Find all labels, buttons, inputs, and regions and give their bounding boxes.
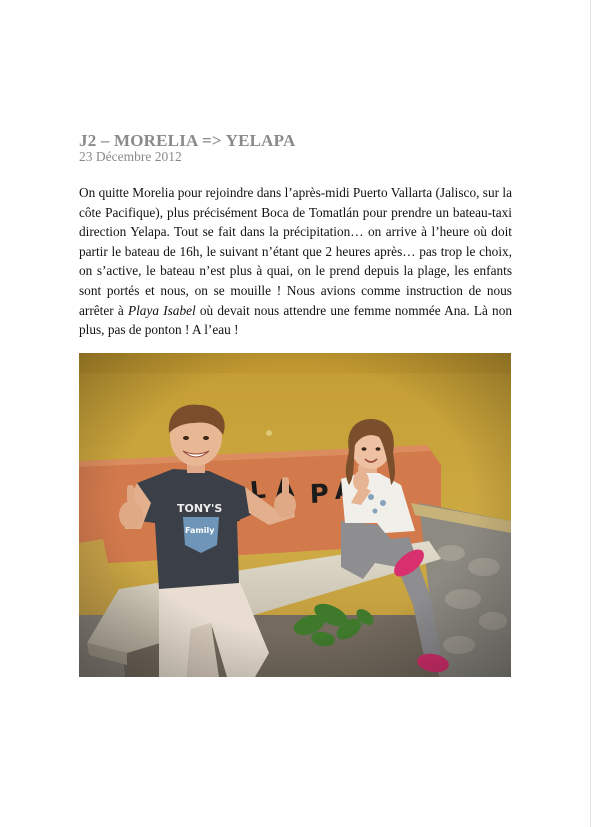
body-text-part-1: On quitte Morelia pour rejoindre dans l’après-midi Puerto Vallarta (Jalisco, sur la côte Pacifique), plus précisément Boca de Tomatlán pour prendre un bateau-taxi direction Yelapa. Tout se fait dans la précipitation… on arrive à l’heure où doit partir le bateau de 16h, le suivant n’étant que 2 heures après… pas trop le choix, on s’active, le bateau n’est plus à quai, on le prend depuis la plage, les enfants sont portés et nous, on se mouille ! Nous avions comme instruction de nous arrêter à xyxy=(79,185,512,318)
entry-title: J2 – MORELIA => YELAPA xyxy=(79,131,296,150)
entry-body xyxy=(79,183,512,340)
photo-kids-on-bench xyxy=(79,353,511,677)
entry-date: 23 Décembre 2012 xyxy=(79,149,182,164)
place-name: Playa Isabel xyxy=(127,302,196,318)
body-text-part-2: où devait nous attendre une femme nommée Ana. Là non plus, pas de ponton ! A l’eau ! xyxy=(79,302,512,338)
